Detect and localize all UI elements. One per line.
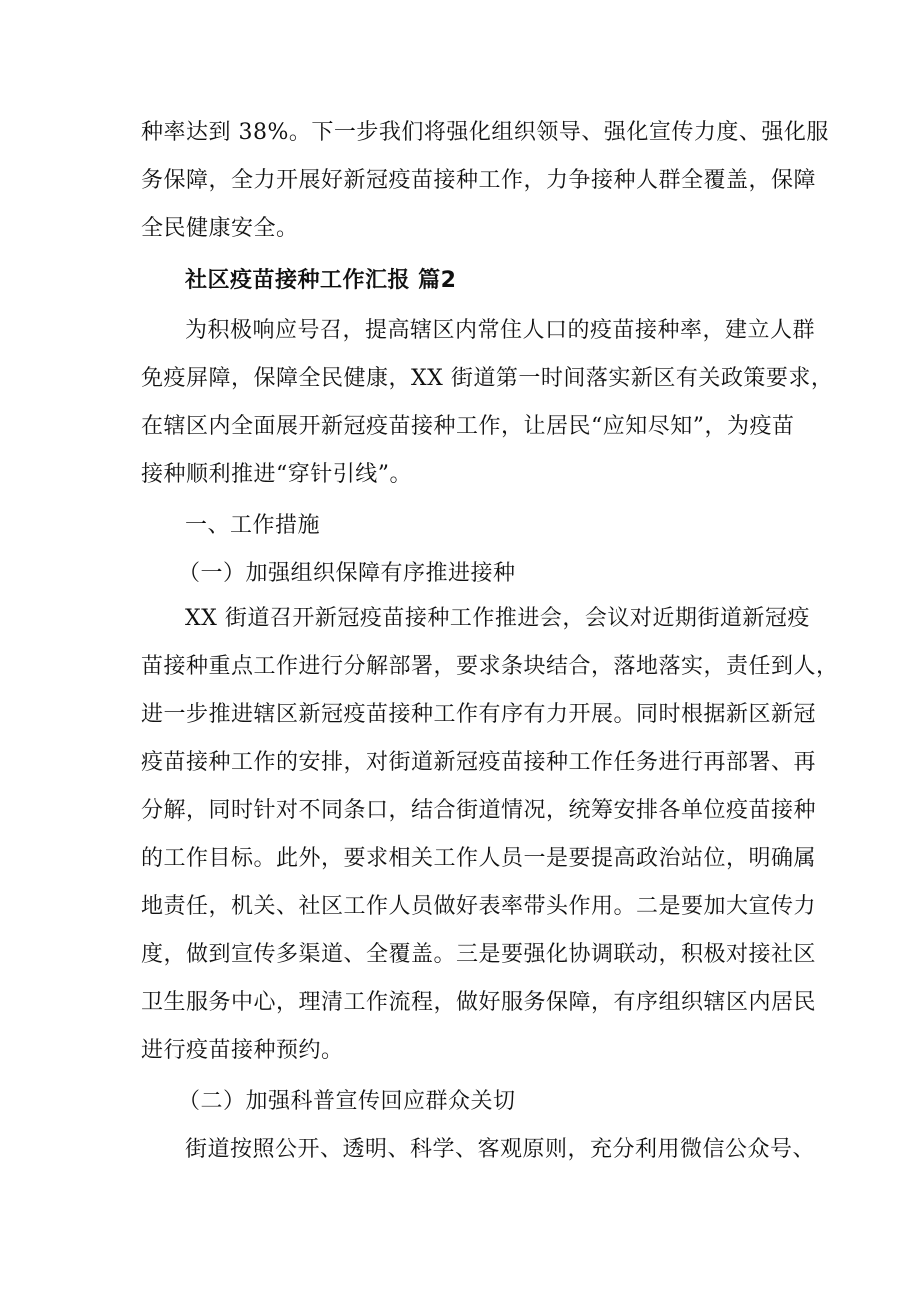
paragraph-line: 度，做到宣传多渠道、全覆盖。三是要强化协调联动，积极对接社区 xyxy=(141,942,817,967)
paragraph-line: 分解，同时针对不同条口，结合街道情况，统筹安排各单位疫苗接种 xyxy=(141,798,817,823)
paragraph-line: 地责任，机关、社区工作人员做好表率带头作用。二是要加大宣传力 xyxy=(141,894,817,919)
paragraph-line: 接种顺利推进“穿针引线”。 xyxy=(141,462,412,487)
paragraph-line: 疫苗接种工作的安排，对街道新冠疫苗接种工作任务进行再部署、再 xyxy=(141,750,817,775)
paragraph-line: 务保障，全力开展好新冠疫苗接种工作，力争接种人群全覆盖，保障 xyxy=(141,168,817,193)
section-heading: 一、工作措施 xyxy=(185,513,321,538)
paragraph-line: 苗接种重点工作进行分解部署，要求条块结合，落地落实，责任到人， xyxy=(141,654,839,679)
paragraph-line: 的工作目标。此外，要求相关工作人员一是要提高政治站位，明确属 xyxy=(141,846,817,871)
paragraph-line: 在辖区内全面展开新冠疫苗接种工作，让居民“应知尽知”，为疫苗 xyxy=(141,414,795,439)
paragraph-line: 种率达到 38%。下一步我们将强化组织领导、强化宣传力度、强化服 xyxy=(141,120,829,145)
paragraph-line: 为积极响应号召，提高辖区内常住人口的疫苗接种率，建立人群 xyxy=(185,318,816,343)
paragraph-line: 进行疫苗接种预约。 xyxy=(141,1038,344,1063)
section-title: 社区疫苗接种工作汇报 篇2 xyxy=(185,268,457,293)
paragraph-line: 街道按照公开、透明、科学、客观原则，充分利用微信公众号、 xyxy=(185,1137,816,1162)
paragraph-line: 卫生服务中心，理清工作流程，做好服务保障，有序组织辖区内居民 xyxy=(141,990,817,1015)
paragraph-line: 全民健康安全。 xyxy=(141,216,299,241)
paragraph-line: XX 街道召开新冠疫苗接种工作推进会，会议对近期街道新冠疫 xyxy=(185,606,810,631)
paragraph-line: 进一步推进辖区新冠疫苗接种工作有序有力开展。同时根据新区新冠 xyxy=(141,702,817,727)
subsection-heading: （一）加强组织保障有序推进接种 xyxy=(178,561,516,586)
subsection-heading: （二）加强科普宣传回应群众关切 xyxy=(178,1089,516,1114)
paragraph-line: 免疫屏障，保障全民健康，XX 街道第一时间落实新区有关政策要求， xyxy=(141,366,834,391)
